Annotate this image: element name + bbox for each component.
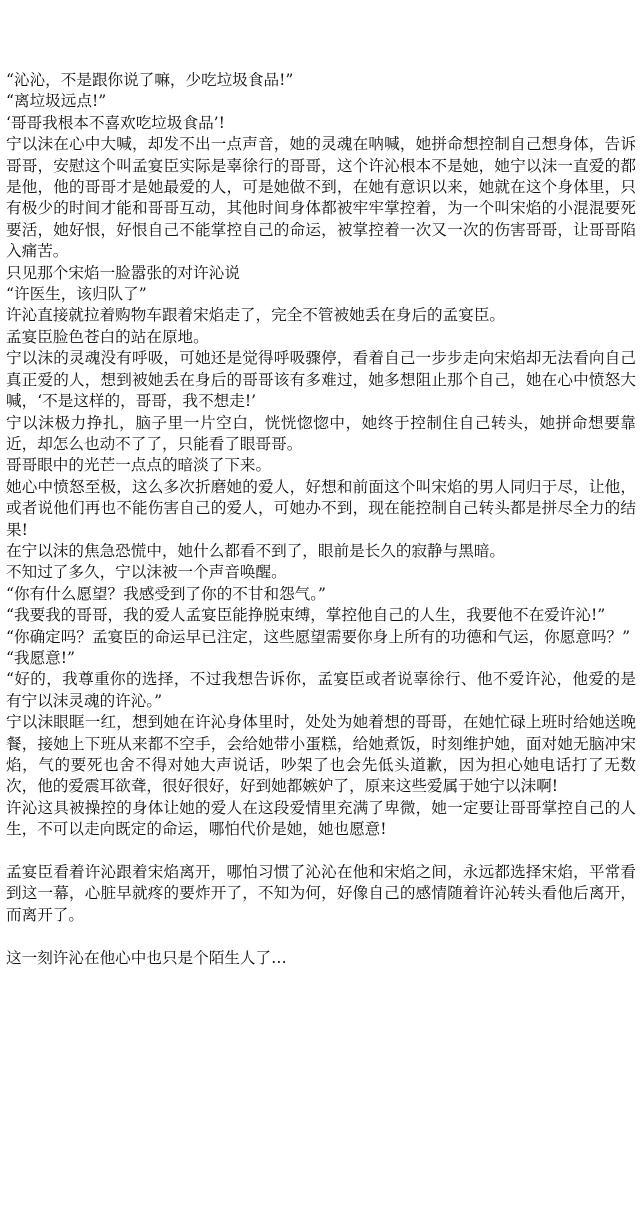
paragraph-11: 哥哥眼中的光芒一点点的暗淡了下来。 [6, 456, 272, 475]
paragraph-14: 不知过了多久，宁以沫被一个声音唤醒。 [6, 563, 287, 582]
paragraph-gap [6, 841, 636, 862]
paragraph-7: 许沁直接就拉着购物车跟着宋焰走了，完全不管被她丢在身后的孟宴臣。 [6, 306, 506, 325]
paragraph-2: “离垃圾远点!” [6, 92, 107, 111]
paragraph-6: “许医生，该归队了” [6, 285, 147, 304]
paragraph-17: “你确定吗？孟宴臣的命运早已注定，这些愿望需要你身上所有的功德和气运，你愿意吗？” [6, 627, 631, 646]
paragraph-21: 许沁这具被操控的身体让她的爱人在这段爱情里充满了卑微，她一定要让哥哥掌控自己的人生，不可以走向既定的命运，哪怕代价是她，她也愿意! [6, 798, 636, 839]
story-text [6, 70, 636, 969]
paragraph-18: “我愿意!” [6, 648, 75, 667]
paragraph-20: 宁以沫眼眶一红，想到她在许沁身体里时，处处为她着想的哥哥，在她忙碌上班时给她送晚餐，接她上下班从来都不空手，会给她带小蛋糕，给她煮饭，时刻维护她，面对她无脑冲宋焰，气的要死也舍不得对她大声说话，吵架了也会先低头道歉，因为担心她电话打了无数次，他的爱震耳欲聋，很好很好，好到她都嫉妒了，原来这些爱属于她宁以沫啊! [6, 713, 636, 796]
paragraph-16: “我要我的哥哥，我的爱人孟宴臣能挣脱束缚，掌控他自己的人生，我要他不在爱许沁!” [6, 606, 606, 625]
paragraph-9: 宁以沫的灵魂没有呼吸，可她还是觉得呼吸骤停，看着自己一步步走向宋焰却无法看向自己真正爱的人，想到被她丢在身后的哥哥该有多难过，她多想阻止那个自己，她在心中愤怒大喊，‘不是这样的，哥哥，我不想走!’ [6, 349, 636, 411]
paragraph-10: 宁以沫极力挣扎，脑子里一片空白，恍恍惚惚中，她终于控制住自己转头，她拼命想要靠近，却怎么也动不了了，只能看了眼哥哥。 [6, 413, 636, 453]
paragraph-3: ‘哥哥我根本不喜欢吃垃圾食品’! [6, 113, 225, 132]
paragraph-15: “你有什么愿望？我感受到了你的不甘和怨气。” [6, 584, 327, 603]
paragraph-22: 孟宴臣看着许沁跟着宋焰离开，哪怕习惯了沁沁在他和宋焰之间，永远都选择宋焰，平常看到这一幕，心脏早就疼的要炸开了，不知为何，好像自己的感情随着许沁转头看他后离开，而离开了。 [6, 863, 636, 924]
paragraph-4: 宁以沫在心中大喊，却发不出一点声音，她的灵魂在呐喊，她拼命想控制自己想身体，告诉哥哥，安慰这个叫孟宴臣实际是辜徐行的哥哥，这个许沁根本不是她，她宁以沫一直爱的都是他，他的哥哥才是她最爱的人，可是她做不到，在她有意识以来，她就在这个身体里，只有极少的时间才能和哥哥互动，其他时间身体都被牢牢掌控着，为一个叫宋焰的小混混要死要活，她好恨，好恨自己不能掌控自己的命运，被掌控着一次又一次的伤害哥哥，让哥哥陷入痛苦。 [6, 135, 636, 261]
paragraph-5: 只见那个宋焰一脸嚣张的对许沁说 [6, 263, 240, 282]
paragraph-13: 在宁以沫的焦急恐慌中，她什么都看不到了，眼前是长久的寂静与黑暗。 [6, 541, 506, 560]
paragraph-1: “沁沁，不是跟你说了嘛，少吃垃圾食品!” [6, 71, 294, 89]
paragraph-19: “好的，我尊重你的选择，不过我想告诉你，孟宴臣或者说辜徐行、他不爱许沁，他爱的是有宁以沫灵魂的许沁。” [6, 670, 636, 710]
paragraph-12: 她心中愤怒至极，这么多次折磨她的爱人，好想和前面这个叫宋焰的男人同归于尽，让他，或者说他们再也不能伤害自己的爱人，可她办不到，现在能控制自己转头都是拼尽全力的结果! [6, 477, 636, 539]
paragraph-gap [6, 926, 636, 947]
paragraph-8: 孟宴臣脸色苍白的站在原地。 [6, 327, 209, 346]
paragraph-23: 这一刻许沁在他心中也只是个陌生人了… [6, 948, 287, 967]
